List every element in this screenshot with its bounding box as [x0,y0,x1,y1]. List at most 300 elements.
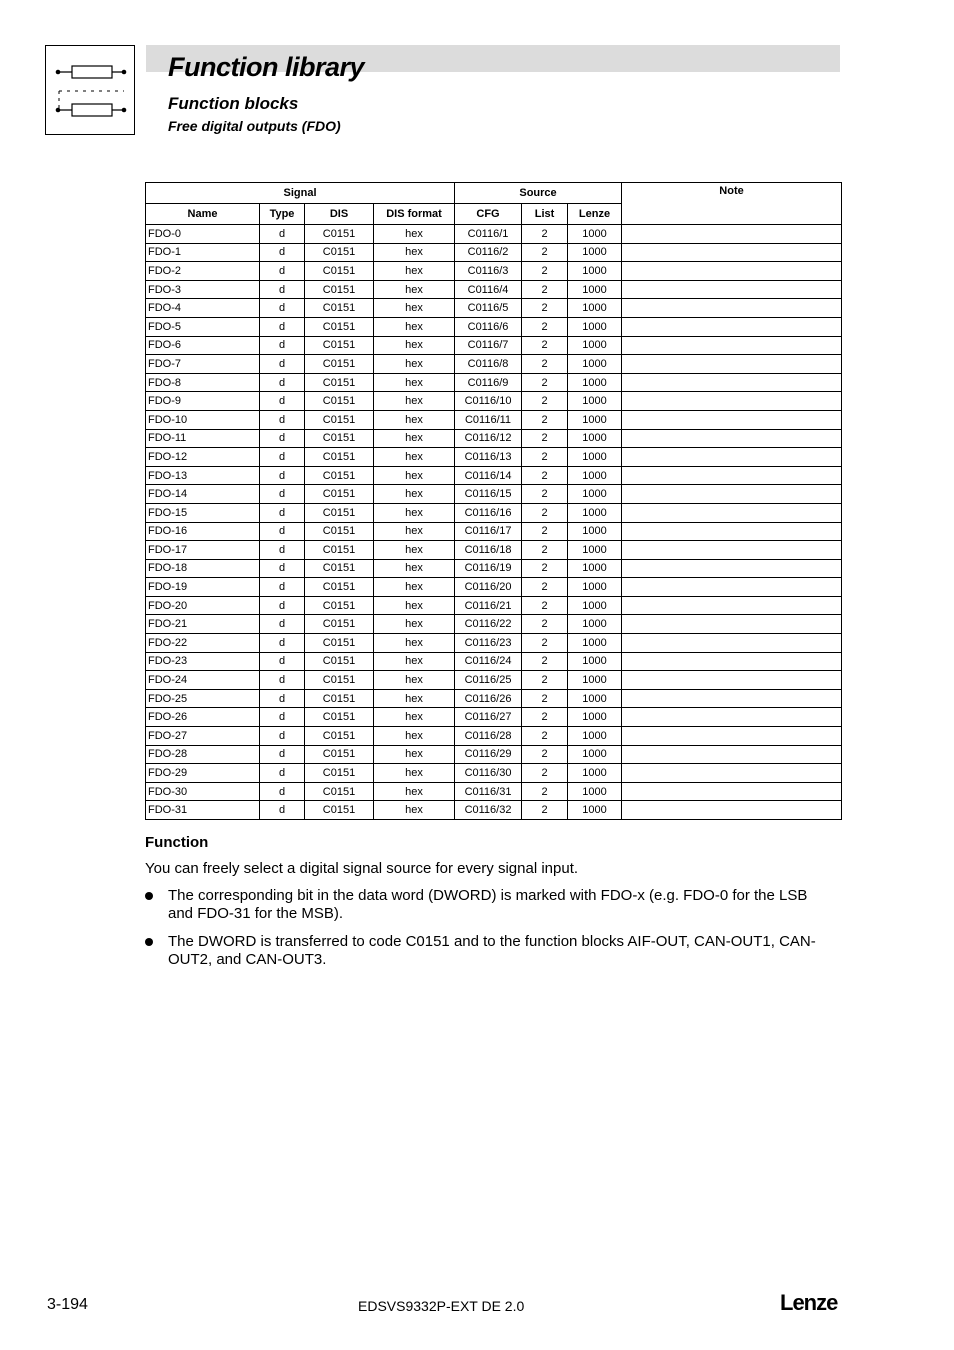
table-cell: FDO-15 [146,503,260,522]
table-row [146,373,842,392]
table-cell: 1000 [568,522,622,541]
table-cell: d [260,355,305,374]
table-cell: FDO-6 [146,336,260,355]
table-cell: 2 [522,225,568,244]
table-cell: 2 [522,503,568,522]
table-cell: 1000 [568,541,622,560]
table-row [146,466,842,485]
table-cell: 1000 [568,243,622,262]
table-cell: C0116/32 [455,801,522,820]
table-cell: hex [374,355,455,374]
table-cell: d [260,243,305,262]
table-cell: 1000 [568,745,622,764]
table-row [146,448,842,467]
table-cell: 1000 [568,596,622,615]
table-row [146,578,842,597]
table-row [146,243,842,262]
table-cell: 1000 [568,485,622,504]
table-cell: 1000 [568,727,622,746]
table-cell: d [260,689,305,708]
table-cell-note [622,410,842,429]
table-cell: 2 [522,782,568,801]
table-cell: 1000 [568,448,622,467]
table-row [146,355,842,374]
table-cell: C0151 [305,299,374,318]
table-cell: hex [374,689,455,708]
table-cell-note [622,336,842,355]
page-subtitle: Function blocks [168,94,299,113]
table-row [146,485,842,504]
table-cell: 1000 [568,671,622,690]
group-header-note: Note [622,183,842,225]
table-cell-note [622,727,842,746]
table-cell: 2 [522,392,568,411]
table-cell: 2 [522,801,568,820]
table-cell: hex [374,745,455,764]
function-block-symbol-icon [46,46,134,134]
table-cell: hex [374,317,455,336]
column-header: CFG [455,204,522,225]
table-cell: d [260,578,305,597]
table-cell: 1000 [568,764,622,783]
table-cell: d [260,801,305,820]
fdo-signal-table [145,182,842,820]
table-row [146,503,842,522]
table-cell-note [622,745,842,764]
table-cell: d [260,280,305,299]
column-header: DIS [305,204,374,225]
table-cell: C0116/4 [455,280,522,299]
table-cell: hex [374,782,455,801]
table-row [146,652,842,671]
table-cell: FDO-5 [146,317,260,336]
table-row [146,559,842,578]
table-cell: FDO-8 [146,373,260,392]
table-cell: C0151 [305,466,374,485]
table-cell: C0151 [305,410,374,429]
table-cell: C0116/30 [455,764,522,783]
table-cell-note [622,615,842,634]
table-cell: 1000 [568,559,622,578]
table-cell: C0151 [305,448,374,467]
table-cell: 1000 [568,429,622,448]
table-cell: FDO-14 [146,485,260,504]
table-cell: 2 [522,243,568,262]
table-cell: d [260,652,305,671]
table-cell: 2 [522,541,568,560]
column-header: Name [146,204,260,225]
table-cell-note [622,522,842,541]
table-cell: FDO-31 [146,801,260,820]
table-cell: hex [374,559,455,578]
table-row [146,336,842,355]
section-title: Free digital outputs (FDO) [168,118,341,134]
table-cell: hex [374,578,455,597]
table-cell: C0151 [305,782,374,801]
table-cell-note [622,485,842,504]
table-row [146,299,842,318]
table-cell: C0151 [305,392,374,411]
table-cell: C0151 [305,578,374,597]
table-cell: 2 [522,578,568,597]
table-cell: 1000 [568,410,622,429]
table-cell: FDO-2 [146,262,260,281]
table-cell: d [260,429,305,448]
table-cell: FDO-22 [146,634,260,653]
table-row [146,541,842,560]
table-cell: C0116/17 [455,522,522,541]
table-cell: d [260,336,305,355]
table-row [146,689,842,708]
table-cell: C0116/2 [455,243,522,262]
table-cell: 1000 [568,280,622,299]
table-cell-note [622,466,842,485]
table-cell: C0151 [305,503,374,522]
table-row [146,708,842,727]
table-cell: C0151 [305,559,374,578]
table-cell-note [622,317,842,336]
table-cell: 1000 [568,578,622,597]
function-bullet-list [145,887,835,979]
table-cell: C0116/7 [455,336,522,355]
table-row [146,225,842,244]
table-cell: C0116/25 [455,671,522,690]
table-cell: 1000 [568,392,622,411]
table-cell: C0151 [305,373,374,392]
table-cell: C0116/18 [455,541,522,560]
table-group-header-row [146,183,842,204]
table-cell: FDO-18 [146,559,260,578]
table-cell: 2 [522,262,568,281]
table-cell: C0116/1 [455,225,522,244]
table-cell: C0116/24 [455,652,522,671]
group-header-signal: Signal [146,183,455,204]
table-cell: d [260,466,305,485]
table-cell: C0151 [305,652,374,671]
table-cell: C0151 [305,541,374,560]
table-row [146,596,842,615]
table-cell: hex [374,336,455,355]
table-cell: hex [374,299,455,318]
table-cell: d [260,485,305,504]
table-cell: C0151 [305,262,374,281]
table-cell: hex [374,448,455,467]
table-cell: C0116/6 [455,317,522,336]
table-cell: hex [374,225,455,244]
table-cell: hex [374,373,455,392]
table-cell: hex [374,466,455,485]
table-cell: C0116/14 [455,466,522,485]
table-cell: C0116/28 [455,727,522,746]
table-cell: hex [374,801,455,820]
table-row [146,410,842,429]
table-cell: FDO-20 [146,596,260,615]
table-cell: C0151 [305,336,374,355]
table-cell-note [622,541,842,560]
group-header-source: Source [455,183,622,204]
table-cell: 2 [522,466,568,485]
table-cell: 2 [522,708,568,727]
table-cell: 2 [522,634,568,653]
table-cell: 1000 [568,689,622,708]
table-cell: C0116/21 [455,596,522,615]
table-cell: FDO-4 [146,299,260,318]
table-cell-note [622,355,842,374]
table-cell: FDO-23 [146,652,260,671]
table-cell-note [622,225,842,244]
table-cell: FDO-30 [146,782,260,801]
table-cell: FDO-10 [146,410,260,429]
table-cell: 1000 [568,225,622,244]
table-cell-note [622,262,842,281]
table-cell: hex [374,410,455,429]
table-cell: 2 [522,336,568,355]
table-cell: 1000 [568,336,622,355]
page-title: Function library [168,52,365,82]
table-cell: C0116/11 [455,410,522,429]
column-header: Type [260,204,305,225]
table-cell: d [260,262,305,281]
table-cell-note [622,801,842,820]
table-cell: FDO-7 [146,355,260,374]
table-cell: d [260,764,305,783]
table-cell: 1000 [568,373,622,392]
table-cell: 2 [522,373,568,392]
table-cell: 2 [522,280,568,299]
table-cell: 2 [522,317,568,336]
table-cell: d [260,373,305,392]
table-cell: d [260,671,305,690]
table-cell-note [622,299,842,318]
table-cell: FDO-28 [146,745,260,764]
table-cell: 2 [522,355,568,374]
table-cell: FDO-24 [146,671,260,690]
table-cell: 1000 [568,634,622,653]
table-row [146,522,842,541]
function-intro: You can freely select a digital signal source for every signal input. [145,860,579,877]
table-cell: FDO-12 [146,448,260,467]
table-row [146,634,842,653]
table-row [146,727,842,746]
table-cell: hex [374,541,455,560]
table-cell: FDO-0 [146,225,260,244]
table-cell: C0151 [305,522,374,541]
table-cell: hex [374,708,455,727]
table-cell-note [622,782,842,801]
table-cell: d [260,541,305,560]
brand-logo: Lenze [780,1290,838,1315]
table-cell: d [260,745,305,764]
table-cell: d [260,392,305,411]
table-cell: 1000 [568,317,622,336]
table-cell: 2 [522,671,568,690]
table-cell: FDO-1 [146,243,260,262]
table-cell: d [260,782,305,801]
table-cell: FDO-21 [146,615,260,634]
table-cell-note [622,708,842,727]
table-cell: hex [374,634,455,653]
table-cell: 2 [522,410,568,429]
table-cell: C0151 [305,243,374,262]
table-cell: C0151 [305,485,374,504]
table-cell: 1000 [568,466,622,485]
table-cell-note [622,429,842,448]
table-cell: C0116/23 [455,634,522,653]
table-cell: FDO-3 [146,280,260,299]
table-cell-note [622,559,842,578]
table-cell: C0116/16 [455,503,522,522]
table-cell-note [622,503,842,522]
table-cell: 2 [522,448,568,467]
table-cell: C0116/20 [455,578,522,597]
table-cell: hex [374,764,455,783]
table-cell: d [260,410,305,429]
table-cell: hex [374,727,455,746]
table-cell-note [622,243,842,262]
table-cell: C0151 [305,429,374,448]
table-row [146,317,842,336]
table-cell: 2 [522,745,568,764]
table-cell: FDO-9 [146,392,260,411]
column-header: DIS format [374,204,455,225]
table-cell: d [260,522,305,541]
document-id: EDSVS9332P-EXT DE 2.0 [358,1298,525,1314]
table-cell: C0116/3 [455,262,522,281]
column-header: List [522,204,568,225]
table-cell: C0116/26 [455,689,522,708]
table-body [146,225,842,820]
table-cell: 1000 [568,652,622,671]
table-cell-note [622,671,842,690]
page-number: 3-194 [47,1296,88,1313]
table-cell: C0151 [305,596,374,615]
table-cell: d [260,727,305,746]
table-cell: C0116/27 [455,708,522,727]
table-cell: 1000 [568,262,622,281]
table-cell: FDO-29 [146,764,260,783]
table-cell: d [260,317,305,336]
table-cell: C0151 [305,280,374,299]
table-cell: C0116/19 [455,559,522,578]
table-cell: C0116/31 [455,782,522,801]
bullet-icon [145,938,153,946]
table-cell-note [622,652,842,671]
table-cell: 1000 [568,615,622,634]
table-head [146,183,842,225]
table-cell-note [622,596,842,615]
table-cell: C0116/10 [455,392,522,411]
table-cell: FDO-13 [146,466,260,485]
table-cell: 2 [522,596,568,615]
table-cell: d [260,615,305,634]
list-item [145,933,835,969]
table-cell: d [260,708,305,727]
table-row [146,671,842,690]
table-cell: 2 [522,727,568,746]
table-cell: C0151 [305,745,374,764]
table-cell: d [260,225,305,244]
table-cell-note [622,280,842,299]
table-cell: 2 [522,485,568,504]
table-cell: 1000 [568,503,622,522]
table-cell: 2 [522,559,568,578]
table-cell: FDO-27 [146,727,260,746]
table-cell-note [622,689,842,708]
table-cell: 2 [522,299,568,318]
table-row [146,745,842,764]
table-cell: FDO-16 [146,522,260,541]
table-cell: 2 [522,615,568,634]
table-cell: d [260,503,305,522]
list-item [145,887,835,923]
table-cell: 1000 [568,708,622,727]
table-cell: C0116/8 [455,355,522,374]
table-cell: FDO-25 [146,689,260,708]
table-cell: C0151 [305,634,374,653]
table-cell: FDO-17 [146,541,260,560]
table-cell: hex [374,262,455,281]
function-heading: Function [145,834,209,851]
table-cell: C0116/15 [455,485,522,504]
table-cell: d [260,634,305,653]
table-row [146,615,842,634]
table-cell: 2 [522,764,568,783]
table-cell: 2 [522,689,568,708]
table-cell: 2 [522,429,568,448]
table-row [146,262,842,281]
table-cell: hex [374,615,455,634]
table-cell-note [622,392,842,411]
table-cell: C0151 [305,727,374,746]
function-block-logo [45,45,135,135]
table-cell: 1000 [568,355,622,374]
table-row [146,782,842,801]
table-cell: C0116/12 [455,429,522,448]
table-cell: hex [374,503,455,522]
table-cell: C0151 [305,317,374,336]
table-cell: C0151 [305,764,374,783]
table-cell-note [622,634,842,653]
table-cell: FDO-19 [146,578,260,597]
table-cell: hex [374,671,455,690]
table-cell: hex [374,280,455,299]
table-cell: C0151 [305,689,374,708]
table-cell: FDO-11 [146,429,260,448]
table-cell: hex [374,596,455,615]
table-cell-note [622,578,842,597]
table-cell: C0116/13 [455,448,522,467]
table-cell: hex [374,522,455,541]
table-cell: hex [374,652,455,671]
table-cell: C0116/29 [455,745,522,764]
list-item-text: The corresponding bit in the data word (DWORD) is marked with FDO-x (e.g. FDO-0 for the LSB and FDO-31 for the MSB). [168,887,808,922]
table-cell-note [622,764,842,783]
list-item-text: The DWORD is transferred to code C0151 and to the function blocks AIF-OUT, CAN-OUT1, CAN-OUT2, and CAN-OUT3. [168,933,816,968]
table-cell: d [260,448,305,467]
table-cell: C0151 [305,225,374,244]
table-cell: 1000 [568,782,622,801]
table-cell: C0151 [305,615,374,634]
table-cell: C0116/5 [455,299,522,318]
table-cell-note [622,373,842,392]
table-cell: hex [374,429,455,448]
table-cell: C0151 [305,801,374,820]
table-cell: C0151 [305,671,374,690]
table-row [146,280,842,299]
table-cell: C0151 [305,708,374,727]
table-cell: d [260,299,305,318]
table-cell: d [260,559,305,578]
